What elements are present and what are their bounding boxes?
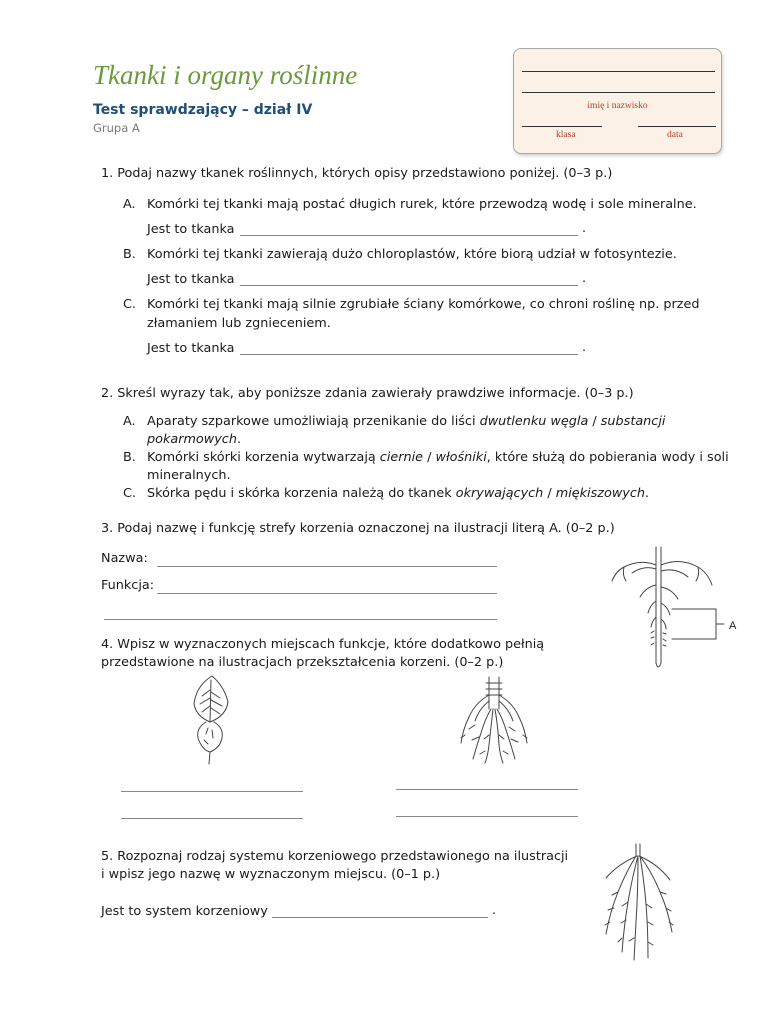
period: .: [582, 340, 587, 355]
q1-fill-prefix: Jest to tkanka: [147, 341, 235, 356]
q2-option-letter: A.: [123, 414, 136, 429]
q2c-choice-2[interactable]: miękiszowych: [555, 486, 646, 501]
name-line-1[interactable]: [522, 71, 715, 72]
q3-function-label: Funkcja:: [101, 578, 155, 593]
q1-option-letter: A.: [123, 197, 136, 212]
q1-option-text-cont: złamaniem lub zgnieceniem.: [147, 316, 331, 331]
q1c-answer-line[interactable]: [240, 354, 578, 355]
q4-proproot-answer-line-2[interactable]: [396, 816, 578, 817]
q2a-sentence-cont: pokarmowych.: [147, 432, 242, 447]
q1b-answer-line[interactable]: [240, 285, 578, 286]
q1-fill-prefix: Jest to tkanka: [147, 222, 235, 237]
q4-prompt-line2: przedstawione na ilustracjach przekształcenia korzeni. (0–2 p.): [101, 655, 504, 670]
q3-name-answer-line[interactable]: [157, 566, 497, 567]
q3-name-label: Nazwa:: [101, 551, 148, 566]
q4-prompt-line1: 4. Wpisz w wyznaczonych miejscach funkcje, które dodatkowo pełnią: [101, 637, 545, 652]
date-line[interactable]: [638, 126, 716, 127]
q2a-choice-2-cont[interactable]: pokarmowych: [147, 432, 237, 447]
period: .: [582, 221, 587, 236]
q5-fill-prefix: Jest to system korzeniowy: [101, 904, 268, 919]
beet-storage-root-illustration: [182, 672, 242, 767]
period: .: [492, 903, 497, 918]
q4-beet-answer-line-1[interactable]: [121, 791, 303, 792]
q1a-answer-line[interactable]: [240, 235, 578, 236]
q1-option-letter: B.: [123, 247, 136, 262]
q2b-sentence: Komórki skórki korzenia wytwarzają ciernie / włośniki, które służą do pobierania wody i soli: [147, 450, 729, 465]
worksheet-subtitle: Test sprawdzający – dział IV: [93, 102, 313, 118]
q2b-sentence-cont: mineralnych.: [147, 468, 231, 483]
q4-beet-answer-line-2[interactable]: [121, 818, 303, 819]
q2a-sentence: Aparaty szparkowe umożliwiają przenikanie do liści dwutlenku węgla / substancji: [147, 414, 666, 429]
group-label: Grupa A: [93, 121, 140, 135]
q1-option-letter: C.: [123, 297, 137, 312]
q1-prompt: 1. Podaj nazwy tkanek roślinnych, których opisy przedstawiono poniżej. (0–3 p.): [101, 166, 613, 181]
date-label: data: [667, 130, 683, 140]
q1-fill-prefix: Jest to tkanka: [147, 272, 235, 287]
q2a-choice-1[interactable]: dwutlenku węgla: [479, 414, 589, 429]
period: .: [582, 271, 587, 286]
q5-prompt-line1: 5. Rozpoznaj rodzaj systemu korzeniowego przedstawionego na ilustracji: [101, 849, 569, 864]
q5-prompt-line2: i wpisz jego nazwę w wyznaczonym miejscu. (0–1 p.): [101, 867, 441, 882]
q3-function-answer-line-2[interactable]: [104, 619, 497, 620]
q2-prompt: 2. Skreśl wyrazy tak, aby poniższe zdania zawierały prawdziwe informacje. (0–3 p.): [101, 386, 634, 401]
name-line-2[interactable]: [522, 92, 715, 93]
fibrous-root-system-illustration: [598, 842, 678, 964]
zone-a-label: A: [729, 620, 737, 632]
q2-option-letter: B.: [123, 450, 136, 465]
q3-prompt: 3. Podaj nazwę i funkcję strefy korzenia oznaczonej na ilustracji literą A. (0–2 p.): [101, 521, 615, 536]
name-label: imię i nazwisko: [587, 101, 648, 111]
q2-option-letter: C.: [123, 486, 137, 501]
q1-option-text: Komórki tej tkanki mają silnie zgrubiałe ściany komórkowe, co chroni roślinę np. przed: [147, 297, 700, 312]
q2b-choice-2[interactable]: włośniki: [435, 450, 487, 465]
taproot-illustration: [600, 545, 750, 675]
q3-function-answer-line[interactable]: [157, 593, 497, 594]
q4-proproot-answer-line-1[interactable]: [396, 789, 578, 790]
q5-answer-line[interactable]: [272, 917, 488, 918]
prop-roots-illustration: [455, 675, 535, 767]
student-info-box: [513, 48, 722, 154]
q1-option-text: Komórki tej tkanki mają postać długich rurek, które przewodzą wodę i sole mineralne.: [147, 197, 697, 212]
class-label: klasa: [556, 130, 576, 140]
worksheet-title: Tkanki i organy roślinne: [93, 60, 358, 90]
q2c-sentence: Skórka pędu i skórka korzenia należą do tkanek okrywających / miękiszowych.: [147, 486, 650, 501]
q2c-choice-1[interactable]: okrywających: [455, 486, 544, 501]
class-line[interactable]: [522, 126, 602, 127]
q2a-choice-2[interactable]: substancji: [600, 414, 666, 429]
q2b-choice-1[interactable]: ciernie: [379, 450, 424, 465]
q1-option-text: Komórki tej tkanki zawierają dużo chloroplastów, które biorą udział w fotosyntezie.: [147, 247, 677, 262]
